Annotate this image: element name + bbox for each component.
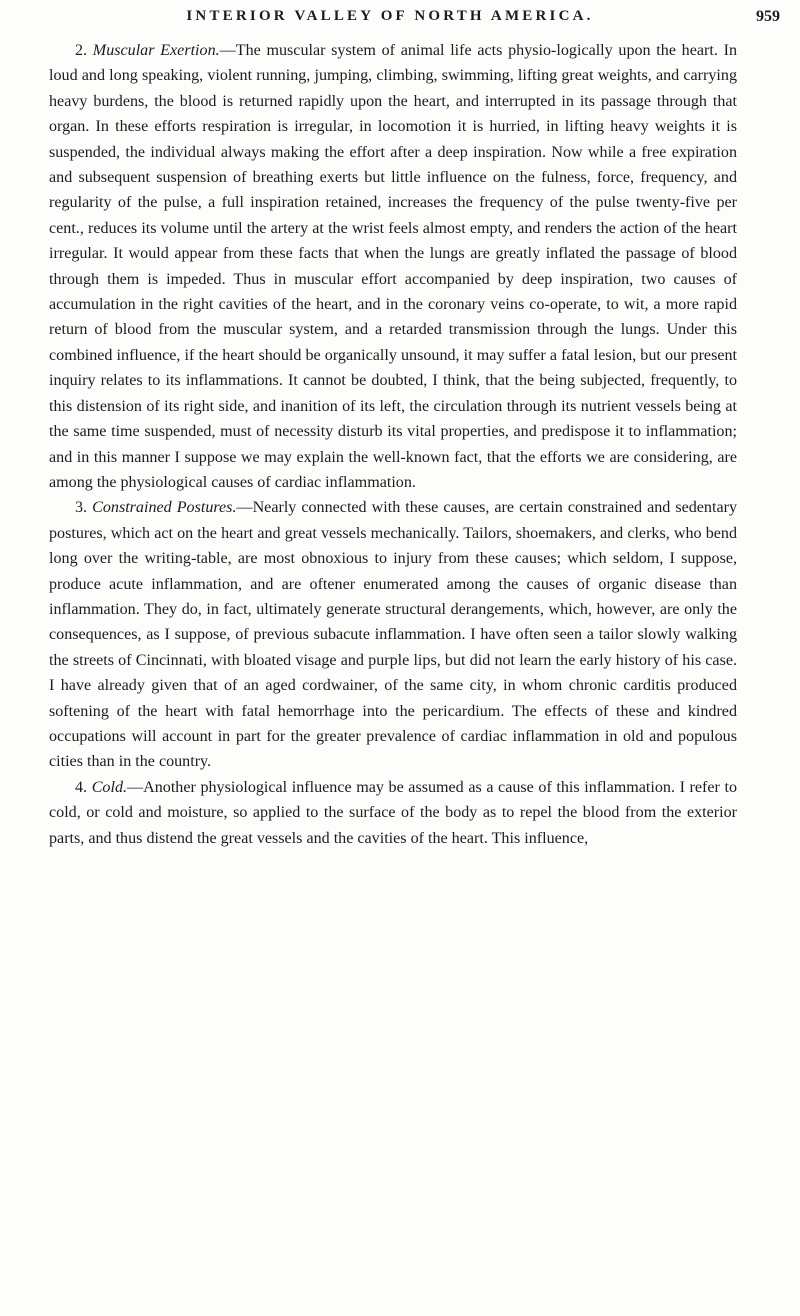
page-number: 959: [756, 8, 780, 25]
section-text: —The muscular system of animal life acts physio-logically upon the heart. In loud and long speaking, violent running, jumping, climbing, swimming, lifting great weights, and carrying heavy burdens, the blood is returned rapidly upon the heart, and interrupted in its passage through that organ. In these efforts respiration is irregular, in locomotion it is hurried, in lifting heavy weights it is suspended, the individual always making the effort after a deep inspiration. Now while a free expiration and subsequent suspension of breathing exerts but little influence on the fulness, force, frequency, and regularity of the pulse, a full inspiration retained, increases the frequency of the pulse twenty-five per cent., reduces its volume until the artery at the wrist feels almost empty, and renders the action of the heart irregular. It would appear from these facts that when the lungs are greatly inflated the passage of blood through them is impeded. Thus in muscular effort accompanied by deep inspiration, two causes of accumulation in the right cavities of the heart, and in the coronary veins co-operate, to wit, a more rapid return of blood from the muscular system, and a retarded transmission through the lungs. Under this combined influence, if the heart should be organically unsound, it may suffer a fatal lesion, but our present inquiry relates to its inflammations. It cannot be doubted, I think, that the being subjected, frequently, to this distension of its right side, and inanition of its left, the circulation through its nutrient vessels being at the same time suspended, must of necessity disturb its vital properties, and predispose it to inflammation; and in this manner I suppose we may explain the well-known fact, that the efforts we are considering, are among the physiological causes of cardiac inflammation.: [49, 42, 737, 491]
section-heading: Cold.: [91, 778, 128, 796]
section-heading: Muscular Exertion.: [92, 42, 220, 59]
section-number: 3.: [75, 499, 88, 517]
section-heading: Constrained Postures.: [92, 499, 237, 517]
running-head: [40, 8, 780, 32]
section-number: 2.: [75, 42, 88, 59]
body-text: [49, 38, 737, 851]
running-title: INTERIOR VALLEY OF NORTH AMERICA.: [186, 8, 594, 24]
paragraph-muscular-exertion: [49, 38, 737, 495]
section-text: —Nearly connected with these causes, are certain constrained and sedentary postures, which act on the heart and great vessels mechanically. Tailors, shoemakers, and clerks, who bend long over the writing-table, are most obnoxious to injury from these causes; which seldom, I suppose, produce acute inflammation, and are oftener enumerated among the causes of organic disease than inflammation. They do, in fact, ultimately generate structural derangements, which, however, are only the consequences, as I suppose, of previous subacute inflammation. I have often seen a tailor slowly walking the streets of Cincinnati, with bloated visage and purple lips, but did not learn the early history of his case. I have already given that of an aged cordwainer, of the same city, in whom chronic carditis produced softening of the heart with fatal hemorrhage into the pericardium. The effects of these and kindred occupations will account in part for the greater prevalence of cardiac inflammation in old and populous cities than in the country.: [49, 499, 737, 771]
section-number: 4.: [75, 778, 88, 796]
section-text: —Another physiological influence may be assumed as a cause of this inflammation. I refer to cold, or cold and moisture, so applied to the surface of the body as to repel the blood from the exterior parts, and thus distend the great vessels and the cavities of the heart. This influence,: [49, 778, 737, 847]
paragraph-constrained-postures: [49, 495, 737, 774]
paragraph-cold: [49, 775, 737, 851]
